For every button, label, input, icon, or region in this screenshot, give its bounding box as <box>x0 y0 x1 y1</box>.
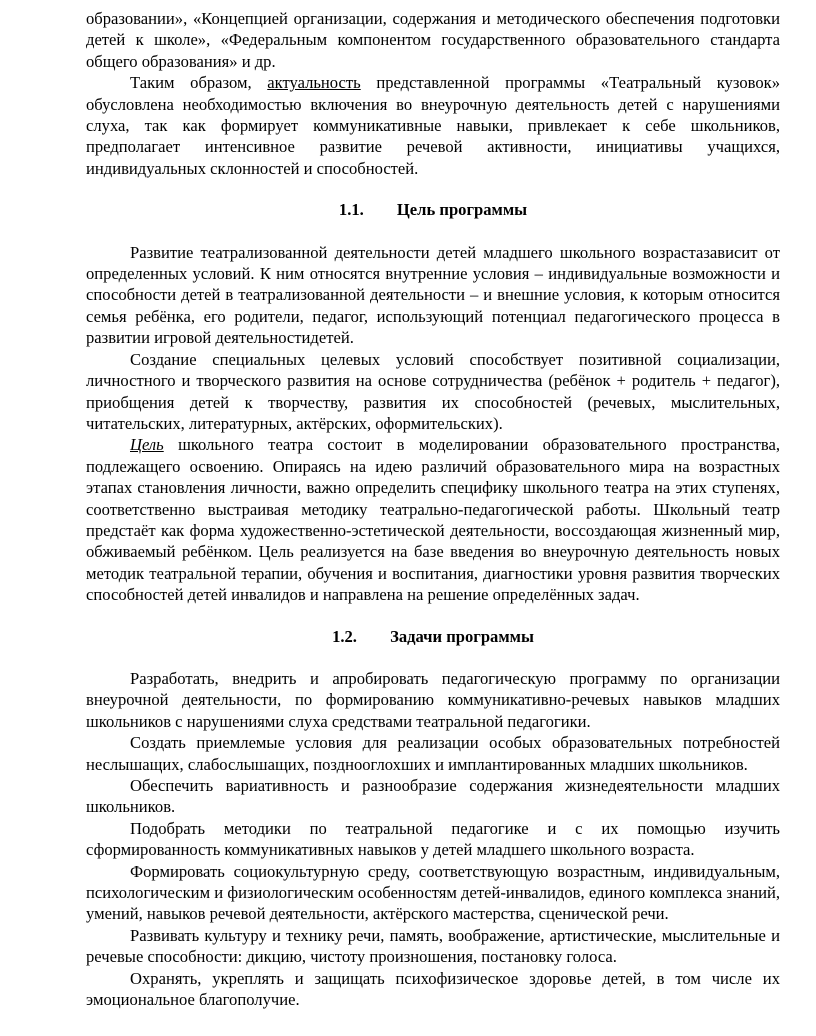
task-paragraph: Обеспечить вариативность и разнообразие содержания жизнедеятельности младших школьников. <box>86 776 780 817</box>
goal-paragraph-2: Создание специальных целевых условий способствует позитивной социализации, личностного и творческого развития на основе сотрудничества (ребёнок + родитель + педагог), приобщения детей к творчеству, развития их способностей (речевых, мыслительных, читательских, литературных, актёрских, оформительских). <box>86 349 780 433</box>
relevance-paragraph: Таким образом, актуальность представленной программы «Театральный кузовок» обусловлена необходимостью включения во внеурочную деятельность детей с нарушениями слуха, так как формирует коммуникативные навыки, привлекает к себе школьников, предполагает интенсивное развитие речевой активности, инициативы учащихся, индивидуальных склонностей и способностей. <box>86 73 780 178</box>
goal-term: Цель <box>130 435 164 455</box>
goal-paragraph-1: Развитие театрализованной деятельности детей младшего школьного возрастазависит от определенных условий. К ним относятся внутренние условия – индивидуальные возможности и способности детей в театрализованной деятельности – и внешние условия, к которым относится семья ребёнка, его родители, педагог, использующий потенциал педагогического процесса в развитии игровой деятельностидетей. <box>86 242 780 348</box>
section-heading-tasks <box>86 626 780 647</box>
document-page <box>86 0 780 1010</box>
relevance-term: актуальность <box>267 73 361 93</box>
goal-paragraph-3: Цель школьного театра состоит в моделировании образовательного пространства, подлежащего освоению. Опираясь на идею различий образовательного мира на возрастных этапах становления личности, важно определить специфику школьного театра на этих ступенях, соответственно выстраивая методику театрально-педагогической работы. Школьный театр предстаёт как форма художественно-эстетической деятельности, воссоздающая жизненный мир, обживаемый ребёнком. Цель реализуется на базе введения во внеурочную деятельность новых методик театральной терапии, обучения и воспитания, диагностики уровня развития творческих способностей детей инвалидов и направлена на решение определённых задач. <box>86 435 780 605</box>
section-heading-goal <box>86 199 780 220</box>
task-paragraph: Разработать, внедрить и апробировать педагогическую программу по организации внеурочной деятельности, по формированию коммуникативно-речевых навыков младших школьников с нарушениями слуха средствами театральной педагогики. <box>86 668 780 731</box>
task-paragraph: Формировать социокультурную среду, соответствующую возрастным, индивидуальным, психологическим и физиологическим особенностям детей-инвалидов, единого комплекса знаний, умений, навыков речевой деятельности, актёрского мастерства, сценической речи. <box>86 861 780 924</box>
task-paragraph: Создать приемлемые условия для реализации особых образовательных потребностей неслышащих, слабослышащих, позднооглохших и имплантированных младших школьников. <box>86 733 780 774</box>
task-paragraph: Развивать культуру и технику речи, память, воображение, артистические, мыслительные и речевые способности: дикцию, чистоту произношения, постановку голоса. <box>86 925 780 967</box>
intro-paragraph: образовании», «Концепцией организации, содержания и методического обеспечения подготовки детей к школе», «Федеральным компонентом государственного образовательного стандарта общего образования» и др. <box>86 9 780 71</box>
section-number: 1.1. <box>338 200 364 220</box>
task-paragraph: Подобрать методики по театральной педагогике и с их помощью изучить сформированность коммуникативных навыков у детей младшего школьного возраста. <box>86 818 780 860</box>
section-number: 1.2. <box>332 626 357 646</box>
section-title: Задачи программы <box>390 626 534 646</box>
section-title: Цель программы <box>396 200 528 220</box>
task-paragraph: Охранять, укреплять и защищать психофизическое здоровье детей, в том числе их эмоциональное благополучие. <box>86 968 780 1010</box>
